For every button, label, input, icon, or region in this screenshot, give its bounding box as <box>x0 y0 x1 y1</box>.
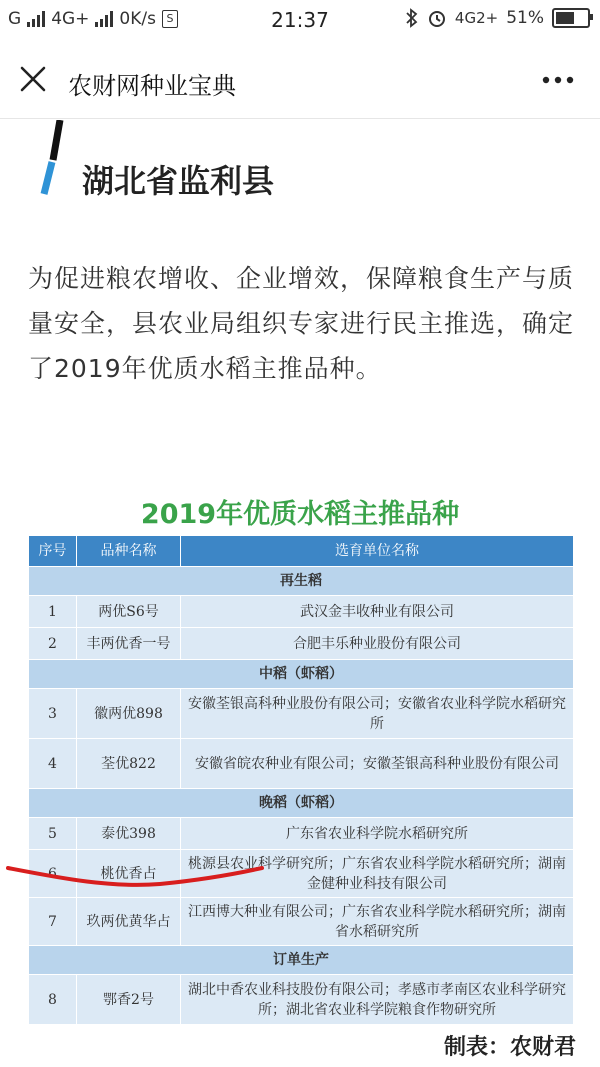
row-no: 8 <box>29 975 77 1025</box>
section-row <box>29 946 574 975</box>
status-left <box>8 9 178 29</box>
status-right <box>405 8 590 28</box>
page-title: 农财网种业宝典 <box>68 72 236 100</box>
row-variety: 鄂香2号 <box>77 975 181 1025</box>
table-row <box>29 628 574 660</box>
section-row <box>29 567 574 596</box>
table-row <box>29 739 574 789</box>
battery-percent: 51% <box>506 8 544 28</box>
row-variety: 丰两优香一号 <box>77 628 181 660</box>
status-bar <box>0 0 600 40</box>
table-row <box>29 596 574 628</box>
row-no: 4 <box>29 739 77 789</box>
row-unit: 武汉金丰收种业有限公司 <box>181 596 574 628</box>
row-no: 1 <box>29 596 77 628</box>
table-title: 2019年优质水稻主推品种 <box>140 499 460 530</box>
close-icon[interactable] <box>18 64 48 94</box>
header-no: 序号 <box>29 536 77 567</box>
row-unit: 广东省农业科学院水稻研究所 <box>181 818 574 850</box>
signal-icon-2 <box>95 11 113 27</box>
row-variety: 泰优398 <box>77 818 181 850</box>
section-label: 再生稻 <box>29 567 574 596</box>
heading-text: 湖北省监利县 <box>82 162 275 200</box>
row-no: 7 <box>29 898 77 946</box>
table-row <box>29 689 574 739</box>
row-variety: 徽两优898 <box>77 689 181 739</box>
row-unit: 桃源县农业科学研究所；广东省农业科学院水稻研究所；湖南金健种业科技有限公司 <box>181 850 574 898</box>
bluetooth-icon <box>405 8 419 28</box>
section-label: 晚稻（虾稻） <box>29 789 574 818</box>
row-no: 6 <box>29 850 77 898</box>
row-variety: 两优S6号 <box>77 596 181 628</box>
heading-accent-icon <box>38 120 78 200</box>
battery-icon <box>552 8 590 28</box>
table-credit: 制表：农财君 <box>443 1035 576 1060</box>
row-variety: 玖两优黄华占 <box>77 898 181 946</box>
sim-icon: S <box>162 10 178 28</box>
network-type: 4G2+ <box>454 9 499 27</box>
row-variety: 桃优香占 <box>77 850 181 898</box>
row-unit: 江西博大种业有限公司；广东省农业科学院水稻研究所；湖南省水稻研究所 <box>181 898 574 946</box>
section-label: 中稻（虾稻） <box>29 660 574 689</box>
network-label: 4G+ <box>51 9 90 29</box>
row-no: 2 <box>29 628 77 660</box>
row-unit: 合肥丰乐种业股份有限公司 <box>181 628 574 660</box>
signal-icon <box>27 11 45 27</box>
header-unit: 选育单位名称 <box>181 536 574 567</box>
row-variety: 荃优822 <box>77 739 181 789</box>
table-row <box>29 975 574 1025</box>
section-row <box>29 660 574 689</box>
table-header-row <box>29 536 574 567</box>
speed-label: 0K/s <box>119 9 156 29</box>
carrier-label: G <box>8 9 22 29</box>
more-horizontal-icon[interactable] <box>540 70 576 90</box>
row-unit: 安徽荃银高科种业股份有限公司；安徽省农业科学院水稻研究所 <box>181 689 574 739</box>
clock: 21:37 <box>271 8 329 32</box>
section-heading <box>38 120 578 210</box>
alarm-icon <box>427 8 447 28</box>
header-variety: 品种名称 <box>77 536 181 567</box>
row-no: 3 <box>29 689 77 739</box>
table-row <box>29 818 574 850</box>
section-label: 订单生产 <box>29 946 574 975</box>
table-row <box>29 850 574 898</box>
title-bar <box>0 40 600 119</box>
variety-table <box>28 535 574 1025</box>
intro-paragraph: 为促进粮农增收、企业增效，保障粮食生产与质量安全，县农业局组织专家进行民主推选，确定了2019年优质水稻主推品种。 <box>28 264 575 383</box>
row-unit: 安徽省皖农种业有限公司；安徽荃银高科种业股份有限公司 <box>181 739 574 789</box>
row-unit: 湖北中香农业科技股份有限公司；孝感市孝南区农业科学研究所；湖北省农业科学院粮食作物研究所 <box>181 975 574 1025</box>
section-row <box>29 789 574 818</box>
row-no: 5 <box>29 818 77 850</box>
table-row <box>29 898 574 946</box>
